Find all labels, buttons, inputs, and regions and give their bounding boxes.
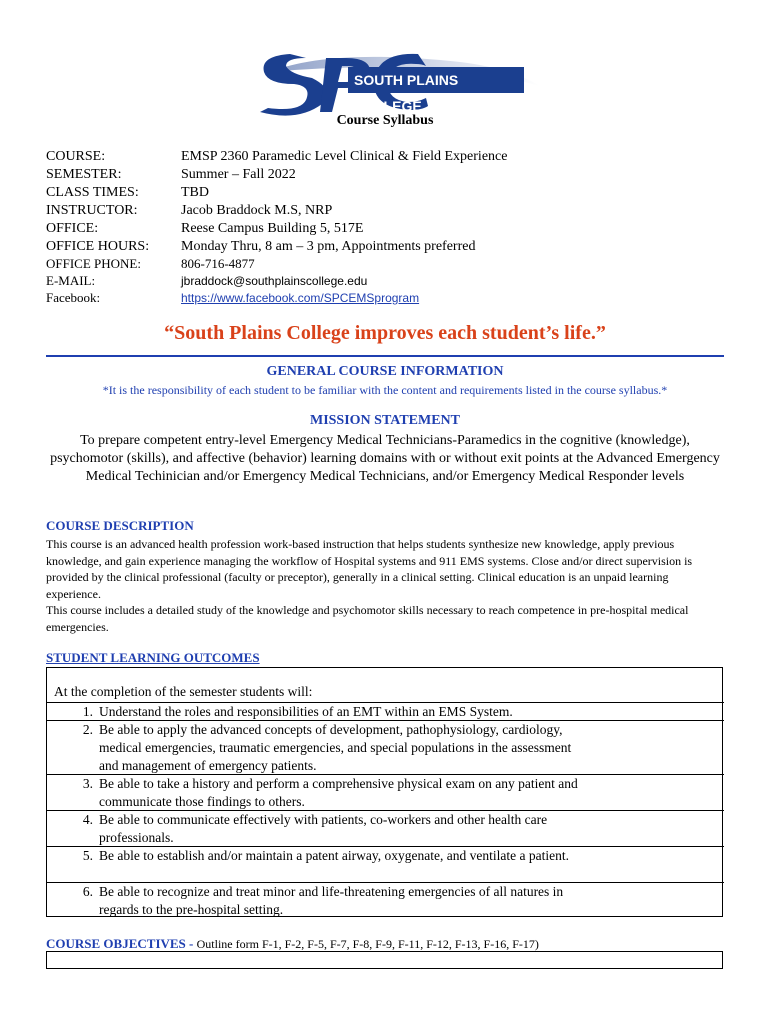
- document-title: Course Syllabus: [336, 113, 434, 128]
- course-objectives-heading: COURSE OBJECTIVES -: [46, 936, 194, 951]
- email-value: jbraddock@southplainscollege.edu: [181, 274, 368, 288]
- outcome-number: 5.: [82, 848, 93, 863]
- facebook-link[interactable]: https://www.facebook.com/SPCEMSprogram: [181, 291, 420, 305]
- outcome-number: 1.: [82, 704, 93, 719]
- info-label: COURSE:: [46, 149, 106, 164]
- outcome-item: [47, 702, 724, 720]
- info-value: Summer – Fall 2022: [181, 167, 296, 182]
- info-label: OFFICE HOURS:: [46, 239, 150, 254]
- description-paragraph-2: This course includes a detailed study of the knowledge and psychomotor skills necessary to reach competence in pre-hospital medical emergencies.: [46, 603, 689, 634]
- course-objectives-text: Outline form F-1, F-2, F-5, F-7, F-8, F-9, F-11, F-12, F-13, F-16, F-17): [196, 937, 539, 951]
- outcomes-intro: At the completion of the semester students will:: [54, 684, 313, 699]
- learning-outcomes-heading: STUDENT LEARNING OUTCOMES: [46, 650, 260, 665]
- outcome-text: Be able to establish and/or maintain a patent airway, oxygenate, and ventilate a patient.: [99, 848, 569, 863]
- info-label: INSTRUCTOR:: [46, 203, 138, 218]
- info-value: Jacob Braddock M.S, NRP: [181, 203, 333, 218]
- outcome-text: Understand the roles and responsibilities of an EMT within an EMS System.: [99, 704, 513, 719]
- course-description: [46, 536, 726, 635]
- mission-text: To prepare competent entry-level Emergency Medical Technicians-Paramedics in the cognitive (knowledge), psychomotor (skills), and affective (behavior) learning domains with or without exit points at the Advanced Emergency Medical Techinician and/or Emergency Medical Technicians, and/or Emergency Medical Responder levels: [50, 433, 720, 484]
- info-label: SEMESTER:: [46, 167, 122, 182]
- info-label: E-MAIL:: [46, 273, 96, 288]
- course-objectives-line: [46, 936, 539, 952]
- info-label: Facebook:: [46, 290, 101, 305]
- college-logo: [250, 42, 540, 118]
- course-description-heading: COURSE DESCRIPTION: [46, 518, 194, 533]
- description-paragraph-1: This course is an advanced health profession work-based instruction that helps students synthesize new knowledge, apply previous knowledge, and gain experience managing the workflow of Hospital systems and 911 EMS systems. Close and/or direct supervision is provided by the clinical professional (faculty or preceptor), generally in a clinical setting. Clinical education is an unpaid learning experience.: [46, 537, 693, 601]
- outcome-text: Be able to recognize and treat minor and life-threatening emergencies of all natures in regards to the pre-hospital setting.: [99, 884, 564, 917]
- info-value: TBD: [181, 185, 209, 200]
- info-value: 806-716-4877: [181, 256, 255, 271]
- outcome-item: [47, 846, 724, 882]
- outcome-item: [47, 810, 724, 846]
- outcome-number: 3.: [82, 776, 93, 791]
- course-objectives-table: [46, 951, 723, 969]
- general-info-heading: GENERAL COURSE INFORMATION: [266, 364, 504, 379]
- outcome-item: [47, 882, 724, 918]
- mission-heading: MISSION STATEMENT: [309, 413, 460, 428]
- outcome-text: Be able to apply the advanced concepts of development, pathophysiology, cardiology, medical emergencies, traumatic emergencies, and special populations in the assessment and management of emergency patients.: [99, 722, 572, 773]
- info-label: OFFICE:: [46, 221, 99, 236]
- syllabus-notice: *It is the responsibility of each student to be familiar with the content and requirements listed in the course syllabus.*: [102, 383, 668, 397]
- info-value: EMSP 2360 Paramedic Level Clinical & Field Experience: [181, 149, 508, 164]
- outcome-text: Be able to communicate effectively with patients, co-workers and other health care professionals.: [99, 812, 548, 845]
- info-label: OFFICE PHONE:: [46, 256, 141, 271]
- info-value: Reese Campus Building 5, 517E: [181, 221, 364, 236]
- outcome-number: 4.: [82, 812, 93, 827]
- college-motto: “South Plains College improves each student’s life.”: [164, 322, 606, 344]
- info-value: Monday Thru, 8 am – 3 pm, Appointments preferred: [181, 239, 476, 254]
- learning-outcomes-table: [46, 667, 723, 917]
- outcome-number: 2.: [82, 722, 93, 737]
- divider: [46, 355, 724, 357]
- outcome-item: [47, 774, 724, 810]
- outcome-item: [47, 720, 724, 774]
- info-label: CLASS TIMES:: [46, 185, 139, 200]
- outcome-number: 6.: [82, 884, 93, 899]
- logo-wordmark: SOUTH PLAINS COLLEGE: [348, 67, 524, 93]
- outcome-text: Be able to take a history and perform a comprehensive physical exam on any patient and communicate those findings to others.: [99, 776, 578, 809]
